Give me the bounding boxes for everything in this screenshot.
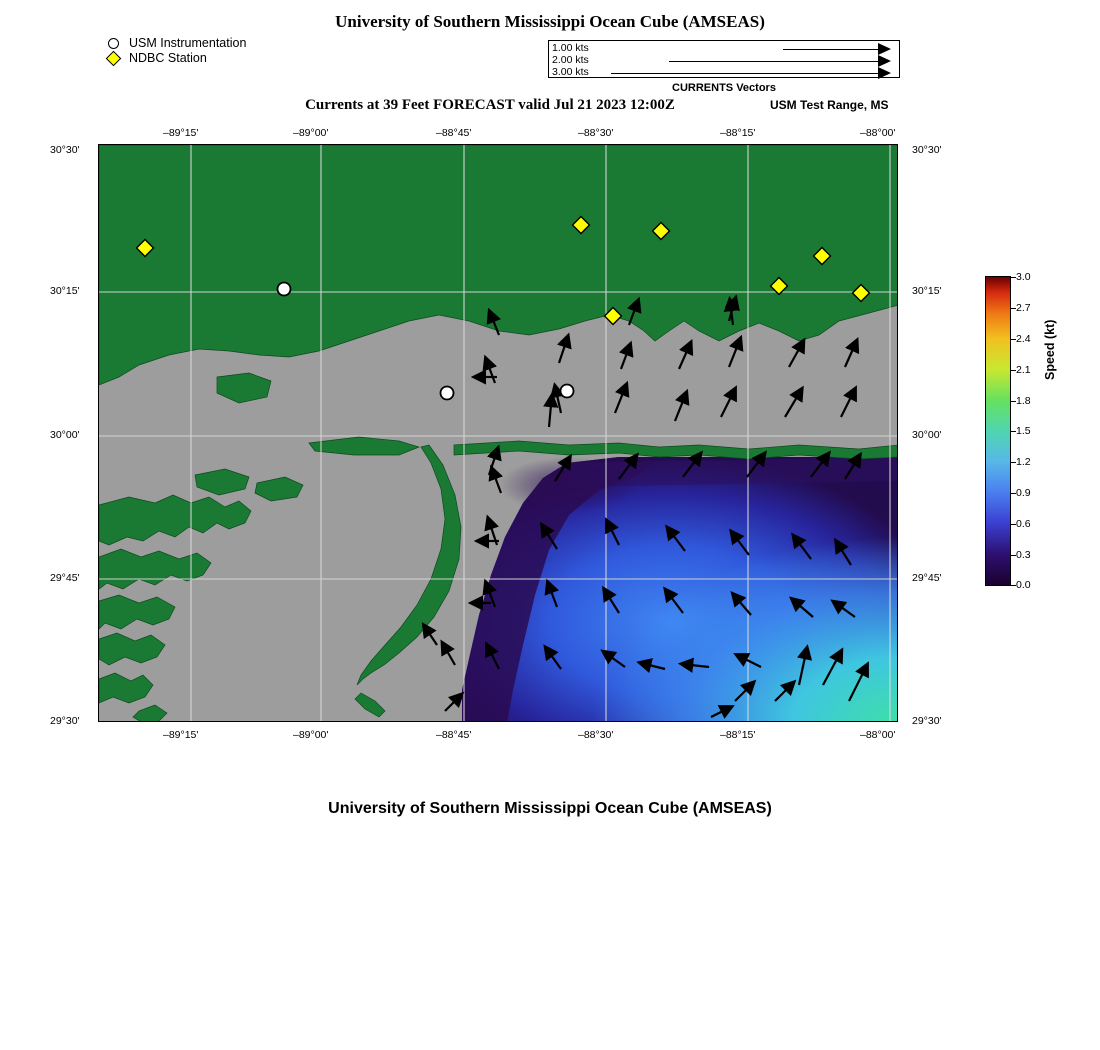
y-tick-left-0: 30°30' [50, 144, 80, 156]
legend-item-ndbc [108, 51, 246, 66]
vector-key-label-1: 1.00 kts [552, 42, 589, 54]
vector-scale-key [548, 40, 900, 78]
white-circle-marker-icon [108, 36, 126, 51]
y-tick-right-4: 29°30' [912, 715, 942, 727]
y-tick-left-3: 29°45' [50, 572, 80, 584]
vector-key-row-2 [549, 55, 901, 67]
x-tick-top-0: –89°15' [163, 127, 199, 139]
x-tick-top-3: –88°30' [578, 127, 614, 139]
y-tick-left-1: 30°15' [50, 285, 80, 297]
x-tick-bottom-3: –88°30' [578, 729, 614, 741]
map-legend [108, 36, 246, 66]
x-tick-bottom-2: –88°45' [436, 729, 472, 741]
colorbar-tick-2: 2.4 [1016, 333, 1031, 345]
vector-key-label-2: 2.00 kts [552, 54, 589, 66]
map-subtitle: Currents at 39 Feet FORECAST valid Jul 21 2023 12:00Z [305, 97, 675, 113]
vector-key-row-3 [549, 67, 901, 79]
colorbar-tick-8: 0.6 [1016, 518, 1031, 530]
colorbar-tick-3: 2.1 [1016, 364, 1031, 376]
y-tick-right-0: 30°30' [912, 144, 942, 156]
legend-item-usm-label: USM Instrumentation [129, 36, 247, 50]
arrow-head-icon [878, 43, 891, 55]
speed-colorbar [985, 276, 1011, 586]
colorbar-tick-1: 2.7 [1016, 302, 1031, 314]
page-title: University of Southern Mississippi Ocean Cube (AMSEAS) [335, 12, 765, 31]
legend-item-usm [108, 36, 246, 51]
y-tick-left-2: 30°00' [50, 429, 80, 441]
colorbar-tick-0: 3.0 [1016, 271, 1031, 283]
current-speed-field [462, 457, 898, 722]
y-tick-left-4: 29°30' [50, 715, 80, 727]
vector-key-line-1 [783, 49, 878, 50]
y-tick-right-2: 30°00' [912, 429, 942, 441]
colorbar-tick-9: 0.3 [1016, 549, 1031, 561]
vector-key-label-3: 3.00 kts [552, 66, 589, 78]
x-tick-top-4: –88°15' [720, 127, 756, 139]
yellow-diamond-marker-icon [108, 51, 126, 66]
vector-key-row-1 [549, 43, 901, 55]
x-tick-bottom-5: –88°00' [860, 729, 896, 741]
y-tick-right-1: 30°15' [912, 285, 942, 297]
test-range-label: USM Test Range, MS [770, 98, 889, 112]
x-tick-top-5: –88°00' [860, 127, 896, 139]
x-tick-bottom-0: –89°15' [163, 729, 199, 741]
arrow-head-icon [878, 67, 891, 79]
colorbar-tick-10: 0.0 [1016, 579, 1031, 591]
footer-title: University of Southern Mississippi Ocean Cube (AMSEAS) [328, 800, 772, 817]
colorbar-tick-6: 1.2 [1016, 456, 1031, 468]
colorbar-tick-7: 0.9 [1016, 487, 1031, 499]
x-tick-bottom-1: –89°00' [293, 729, 329, 741]
colorbar-tick-4: 1.8 [1016, 395, 1031, 407]
x-tick-top-1: –89°00' [293, 127, 329, 139]
vector-key-caption: CURRENTS Vectors [672, 82, 776, 94]
x-tick-bottom-4: –88°15' [720, 729, 756, 741]
y-tick-right-3: 29°45' [912, 572, 942, 584]
colorbar-title: Speed (kt) [1043, 319, 1057, 380]
colorbar-tick-5: 1.5 [1016, 425, 1031, 437]
arrow-head-icon [878, 55, 891, 67]
vector-key-line-2 [669, 61, 878, 62]
x-tick-top-2: –88°45' [436, 127, 472, 139]
vector-key-line-3 [611, 73, 878, 74]
legend-item-ndbc-label: NDBC Station [129, 51, 207, 65]
map-canvas[interactable] [98, 144, 898, 722]
